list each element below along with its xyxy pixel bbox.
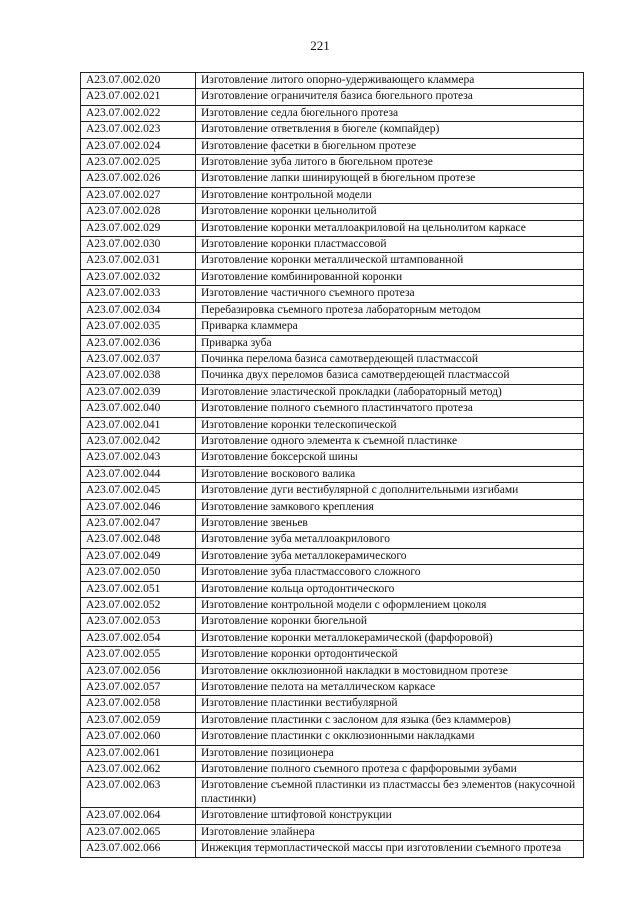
service-code-cell: A23.07.002.045 xyxy=(81,483,196,499)
service-name-cell: Изготовление пластинки с окклюзионными накладками xyxy=(196,729,584,745)
table-row xyxy=(81,220,584,236)
service-code-cell: A23.07.002.050 xyxy=(81,565,196,581)
table-row xyxy=(81,155,584,171)
service-code-cell: A23.07.002.062 xyxy=(81,762,196,778)
service-code-cell: A23.07.002.051 xyxy=(81,581,196,597)
table-row xyxy=(81,384,584,400)
service-code-cell: A23.07.002.044 xyxy=(81,466,196,482)
service-code-cell: A23.07.002.021 xyxy=(81,89,196,105)
service-name-cell: Изготовление коронки металлической штампованной xyxy=(196,253,584,269)
table-row xyxy=(81,565,584,581)
service-code-cell: A23.07.002.057 xyxy=(81,680,196,696)
service-name-cell: Изготовление частичного съемного протеза xyxy=(196,286,584,302)
service-code-cell: A23.07.002.023 xyxy=(81,122,196,138)
service-name-cell: Изготовление коронки ортодонтической xyxy=(196,647,584,663)
service-name-cell: Изготовление пластинки с заслоном для языка (без кламмеров) xyxy=(196,712,584,728)
service-name-cell: Изготовление окклюзионной накладки в мостовидном протезе xyxy=(196,663,584,679)
table-row xyxy=(81,483,584,499)
table-row xyxy=(81,745,584,761)
service-code-cell: A23.07.002.043 xyxy=(81,450,196,466)
table-row xyxy=(81,663,584,679)
service-name-cell: Изготовление пластинки вестибулярной xyxy=(196,696,584,712)
table-row xyxy=(81,401,584,417)
table-row xyxy=(81,808,584,824)
service-name-cell: Изготовление зуба литого в бюгельном протезе xyxy=(196,155,584,171)
page-number: 221 xyxy=(310,38,330,53)
table-row xyxy=(81,630,584,646)
table-row xyxy=(81,368,584,384)
service-name-cell: Изготовление эластической прокладки (лабораторный метод) xyxy=(196,384,584,400)
service-code-cell: A23.07.002.049 xyxy=(81,548,196,564)
service-name-cell: Изготовление комбинированной коронки xyxy=(196,269,584,285)
service-name-cell: Изготовление зуба металлоакрилового xyxy=(196,532,584,548)
table-row xyxy=(81,598,584,614)
service-code-cell: A23.07.002.046 xyxy=(81,499,196,515)
service-name-cell: Изготовление звеньев xyxy=(196,515,584,531)
table-row xyxy=(81,269,584,285)
service-code-cell: A23.07.002.065 xyxy=(81,824,196,840)
service-code-cell: A23.07.002.025 xyxy=(81,155,196,171)
table-row xyxy=(81,204,584,220)
service-name-cell: Изготовление контрольной модели xyxy=(196,187,584,203)
service-name-cell: Изготовление коронки телескопической xyxy=(196,417,584,433)
table-row xyxy=(81,515,584,531)
table-row xyxy=(81,319,584,335)
table-row xyxy=(81,548,584,564)
service-name-cell: Изготовление дуги вестибулярной с дополнительными изгибами xyxy=(196,483,584,499)
service-code-cell: A23.07.002.037 xyxy=(81,351,196,367)
service-name-cell: Изготовление пелота на металлическом каркасе xyxy=(196,680,584,696)
table-row xyxy=(81,187,584,203)
table-row xyxy=(81,89,584,105)
service-code-cell: A23.07.002.033 xyxy=(81,286,196,302)
service-code-cell: A23.07.002.041 xyxy=(81,417,196,433)
service-code-cell: A23.07.002.061 xyxy=(81,745,196,761)
service-code-cell: A23.07.002.036 xyxy=(81,335,196,351)
service-name-cell: Приварка зуба xyxy=(196,335,584,351)
service-name-cell: Изготовление коронки металлокерамической (фарфоровой) xyxy=(196,630,584,646)
service-name-cell: Починка перелома базиса самотвердеющей пластмассой xyxy=(196,351,584,367)
service-code-cell: A23.07.002.064 xyxy=(81,808,196,824)
table-row xyxy=(81,614,584,630)
service-code-cell: A23.07.002.039 xyxy=(81,384,196,400)
service-name-cell: Изготовление ограничителя базиса бюгельного протеза xyxy=(196,89,584,105)
table-row xyxy=(81,466,584,482)
table-row xyxy=(81,696,584,712)
service-name-cell: Изготовление замкового крепления xyxy=(196,499,584,515)
service-name-cell: Изготовление коронки пластмассовой xyxy=(196,237,584,253)
table-row xyxy=(81,499,584,515)
service-code-cell: A23.07.002.058 xyxy=(81,696,196,712)
service-name-cell: Изготовление воскового валика xyxy=(196,466,584,482)
service-name-cell: Приварка кламмера xyxy=(196,319,584,335)
service-name-cell: Перебазировка съемного протеза лабораторным методом xyxy=(196,302,584,318)
service-code-cell: A23.07.002.055 xyxy=(81,647,196,663)
table-row xyxy=(81,841,584,857)
service-name-cell: Изготовление боксерской шины xyxy=(196,450,584,466)
table-row xyxy=(81,433,584,449)
table-row xyxy=(81,762,584,778)
table-row xyxy=(81,824,584,840)
service-code-cell: A23.07.002.028 xyxy=(81,204,196,220)
service-name-cell: Изготовление коронки бюгельной xyxy=(196,614,584,630)
service-name-cell: Изготовление полного съемного пластинчатого протеза xyxy=(196,401,584,417)
service-name-cell: Изготовление фасетки в бюгельном протезе xyxy=(196,138,584,154)
table-row xyxy=(81,286,584,302)
service-code-cell: A23.07.002.047 xyxy=(81,515,196,531)
service-name-cell: Изготовление полного съемного протеза с фарфоровыми зубами xyxy=(196,762,584,778)
table-row xyxy=(81,417,584,433)
service-code-cell: A23.07.002.038 xyxy=(81,368,196,384)
service-name-cell: Починка двух переломов базиса самотвердеющей пластмассой xyxy=(196,368,584,384)
service-code-cell: A23.07.002.024 xyxy=(81,138,196,154)
service-code-cell: A23.07.002.052 xyxy=(81,598,196,614)
table-row xyxy=(81,335,584,351)
service-code-cell: A23.07.002.040 xyxy=(81,401,196,417)
service-code-cell: A23.07.002.056 xyxy=(81,663,196,679)
service-code-cell: A23.07.002.035 xyxy=(81,319,196,335)
table-body xyxy=(81,73,584,858)
service-code-cell: A23.07.002.020 xyxy=(81,73,196,89)
service-name-cell: Изготовление зуба пластмассового сложного xyxy=(196,565,584,581)
service-code-cell: A23.07.002.029 xyxy=(81,220,196,236)
table-row xyxy=(81,105,584,121)
table-row xyxy=(81,138,584,154)
service-code-cell: A23.07.002.026 xyxy=(81,171,196,187)
service-name-cell: Изготовление зуба металлокерамического xyxy=(196,548,584,564)
service-name-cell: Изготовление кольца ортодонтического xyxy=(196,581,584,597)
table-row xyxy=(81,712,584,728)
service-name-cell: Изготовление литого опорно-удерживающего кламмера xyxy=(196,73,584,89)
service-code-cell: A23.07.002.027 xyxy=(81,187,196,203)
table-row xyxy=(81,171,584,187)
service-code-cell: A23.07.002.022 xyxy=(81,105,196,121)
table-row xyxy=(81,778,584,808)
table-row xyxy=(81,532,584,548)
table-row xyxy=(81,351,584,367)
service-code-cell: A23.07.002.054 xyxy=(81,630,196,646)
table-row xyxy=(81,302,584,318)
service-name-cell: Изготовление съемной пластинки из пластмассы без элементов (накусочной пластинки) xyxy=(196,778,584,808)
service-code-cell: A23.07.002.034 xyxy=(81,302,196,318)
service-code-cell: A23.07.002.063 xyxy=(81,778,196,808)
service-name-cell: Изготовление штифтовой конструкции xyxy=(196,808,584,824)
table-row xyxy=(81,253,584,269)
service-code-cell: A23.07.002.059 xyxy=(81,712,196,728)
table-row xyxy=(81,680,584,696)
service-name-cell: Изготовление лапки шинирующей в бюгельном протезе xyxy=(196,171,584,187)
service-name-cell: Изготовление контрольной модели с оформлением цоколя xyxy=(196,598,584,614)
table-row xyxy=(81,647,584,663)
table-row xyxy=(81,237,584,253)
service-name-cell: Изготовление седла бюгельного протеза xyxy=(196,105,584,121)
service-name-cell: Изготовление позиционера xyxy=(196,745,584,761)
service-code-cell: A23.07.002.053 xyxy=(81,614,196,630)
table-row xyxy=(81,450,584,466)
service-code-cell: A23.07.002.042 xyxy=(81,433,196,449)
service-name-cell: Изготовление коронки металлоакриловой на цельнолитом каркасе xyxy=(196,220,584,236)
table-row xyxy=(81,73,584,89)
service-name-cell: Изготовление коронки цельнолитой xyxy=(196,204,584,220)
service-name-cell: Изготовление одного элемента к съемной пластинке xyxy=(196,433,584,449)
table-row xyxy=(81,122,584,138)
service-codes-table xyxy=(80,72,584,858)
service-code-cell: A23.07.002.030 xyxy=(81,237,196,253)
service-name-cell: Изготовление элайнера xyxy=(196,824,584,840)
service-code-cell: A23.07.002.048 xyxy=(81,532,196,548)
service-name-cell: Инжекция термопластической массы при изготовлении съемного протеза xyxy=(196,841,584,857)
service-code-cell: A23.07.002.032 xyxy=(81,269,196,285)
service-code-cell: A23.07.002.060 xyxy=(81,729,196,745)
service-code-cell: A23.07.002.031 xyxy=(81,253,196,269)
service-name-cell: Изготовление ответвления в бюгеле (компайдер) xyxy=(196,122,584,138)
service-code-cell: A23.07.002.066 xyxy=(81,841,196,857)
table-row xyxy=(81,729,584,745)
table-row xyxy=(81,581,584,597)
